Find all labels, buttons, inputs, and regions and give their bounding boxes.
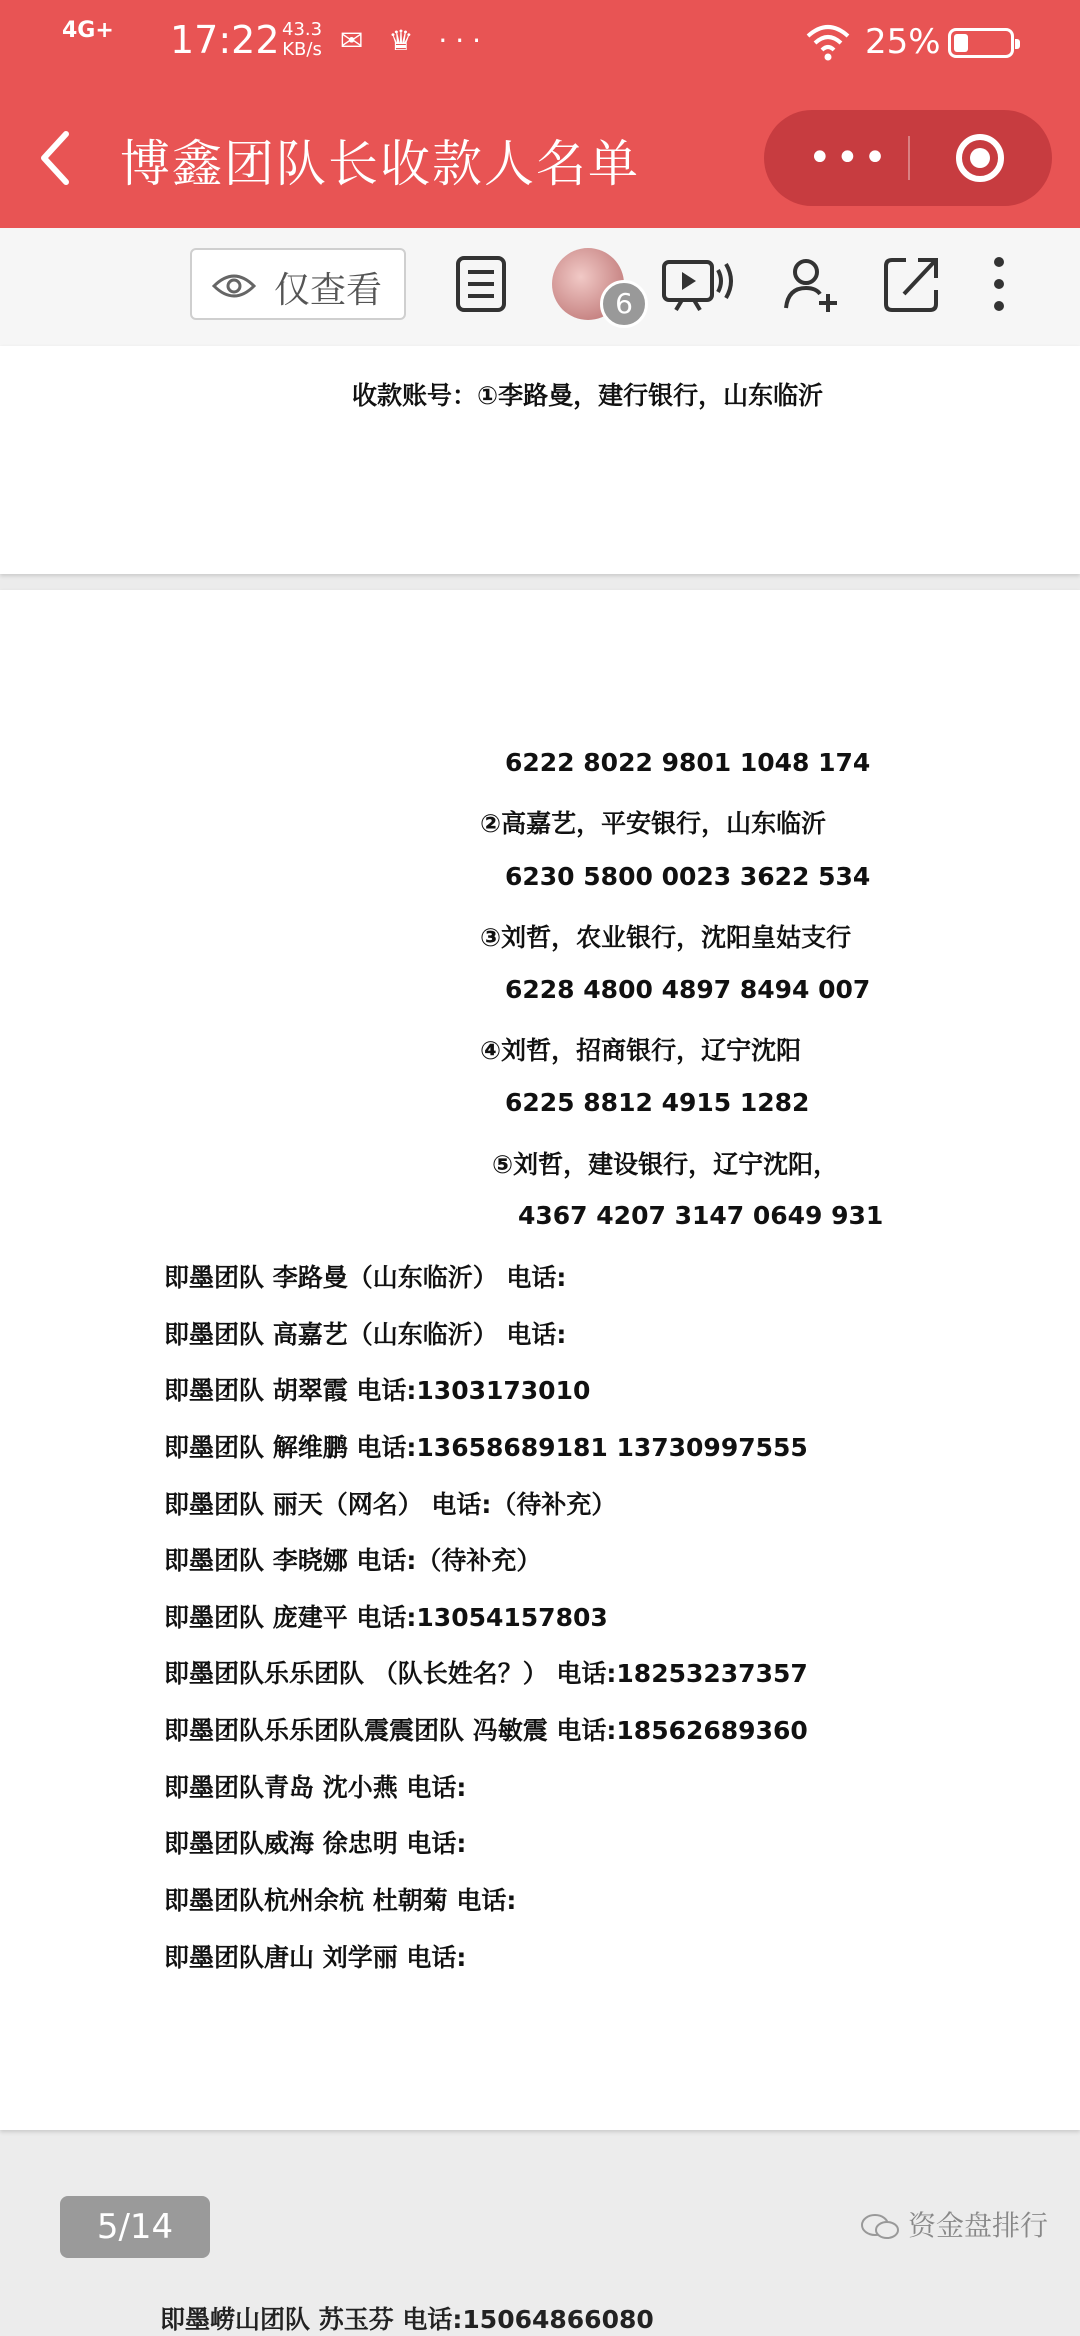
contact-line: 即墨团队威海 徐忠明 电话: [164,1829,467,1858]
account-line: ③刘哲，农业银行，沈阳皇姑支行 [480,923,852,952]
wechat-icon [860,2214,900,2240]
network-indicator: 4G+ [62,18,114,43]
battery-icon [948,28,1014,58]
account-line: 4367 4207 3147 0649 931 [518,1201,884,1230]
more-vertical-icon[interactable] [984,254,1014,314]
battery-percent: 25% [865,22,941,62]
eye-icon [212,272,256,300]
speed-value: 43.3 [282,19,323,40]
add-user-icon[interactable] [782,254,842,314]
contact-line: 即墨团队 庞建平 电话:13054157803 [164,1603,608,1632]
contact-line: 即墨团队 解维鹏 电话:13658689181 13730997555 [164,1433,808,1462]
account-line: ④刘哲，招商银行，辽宁沈阳 [480,1036,802,1065]
view-only-button[interactable] [190,248,406,320]
speed-unit: KB/s [282,39,322,60]
more-dots-icon[interactable]: ••• [808,135,891,181]
page-title: 博鑫团队长收款人名单 [120,135,640,193]
account-line: ②高嘉艺，平安银行，山东临沂 [480,809,827,838]
outline-list-icon[interactable] [452,254,512,314]
contact-line: 即墨团队青岛 沈小燕 电话: [164,1773,467,1802]
contact-line: 即墨团队唐山 刘学丽 电话: [164,1943,467,1972]
contact-line: 即墨团队 李路曼（山东临沂） 电话: [164,1263,567,1292]
payee-account-line: 收款账号：①李路曼，建行银行，山东临沂 [352,381,824,410]
network-speed [282,20,322,60]
contact-line: 即墨团队 李晓娜 电话:（待补充） [164,1546,542,1575]
chevron-left-icon[interactable] [36,128,76,188]
title-bar [0,88,1080,228]
account-line: 6225 8812 4915 1282 [505,1088,810,1117]
share-icon[interactable] [882,254,942,314]
contact-line: 即墨团队 丽天（网名） 电话:（待补充） [164,1490,617,1519]
presentation-icon[interactable] [660,254,736,314]
partial-contact-line: 即墨崂山团队 苏玉芬 电话:15064866080 [160,2305,654,2334]
account-line: ⑤刘哲，建设银行，辽宁沈阳， [492,1150,839,1179]
account-line: 6228 4800 4897 8494 007 [505,975,871,1004]
document-toolbar [0,228,1080,348]
close-target-icon[interactable] [956,134,1004,182]
contact-line: 即墨团队乐乐团队震震团队 冯敏震 电话:18562689360 [164,1716,808,1745]
contact-line: 即墨团队 高嘉艺（山东临沂） 电话: [164,1320,567,1349]
capsule-divider [908,136,910,180]
notification-icons: ✉ ♛ ··· [340,24,490,57]
view-only-label: 仅查看 [274,270,383,311]
account-line: 6230 5800 0023 3622 534 [505,862,871,891]
collaborator-count-badge: 6 [600,280,648,328]
contact-line: 即墨团队 胡翠霞 电话:1303173010 [164,1376,591,1405]
watermark [860,2204,1048,2244]
contact-line: 即墨团队乐乐团队 （队长姓名？） 电话:18253237357 [164,1659,808,1688]
status-time: 17:22 [170,18,280,62]
wifi-icon [806,22,850,62]
document-page-5 [0,590,1080,2130]
contact-line: 即墨团队杭州余杭 杜朝菊 电话: [164,1886,517,1915]
watermark-text: 资金盘排行 [908,2209,1049,2242]
account-line: 6222 8022 9801 1048 174 [505,748,871,777]
document-page-4 [0,346,1080,574]
miniprogram-capsule [764,110,1052,206]
status-bar [0,0,1080,88]
page-indicator: 5/14 [60,2196,210,2258]
